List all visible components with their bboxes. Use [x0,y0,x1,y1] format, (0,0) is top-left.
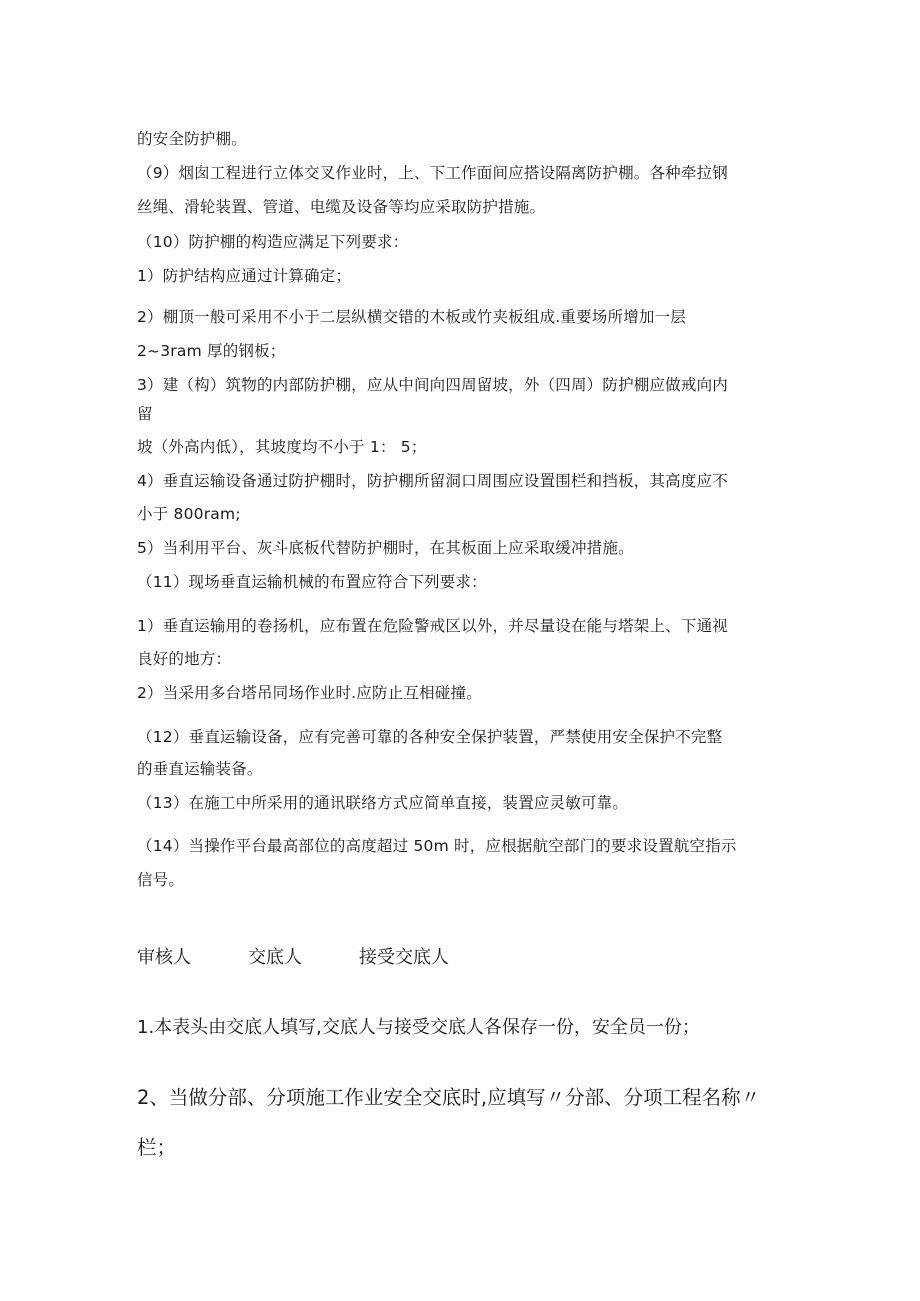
body-line: 良好的地方： [137,650,232,668]
body-line: （12）垂直运输设备，应有完善可靠的各种安全保护装置，严禁使用安全保护不完整 [137,728,723,746]
body-line: 信号。 [137,871,185,889]
body-line: 3）建（构）筑物的内部防护棚，应从中间向四周留坡，外（四周）防护棚应做戒向内 [137,376,728,394]
body-line: （14）当操作平台最高部位的高度超过 50m 时，应根据航空部门的要求设置航空指示 [137,837,737,855]
presenter-label: 交底人 [248,947,302,968]
body-line: 的安全防护棚。 [137,130,247,148]
body-line: 1）防护结构应通过计算确定； [137,267,352,285]
body-line: （13）在施工中所采用的通讯联络方式应简单直接，装置应灵敏可靠。 [137,794,629,812]
signature-row [137,945,449,971]
body-line: 的垂直运输装备。 [137,760,263,778]
note-2-continued: 栏； [137,1136,177,1159]
body-line: 5）当利用平台、灰斗底板代替防护棚时，在其板面上应采取缓冲措施。 [137,539,634,557]
reviewer-label: 审核人 [137,947,191,968]
body-line: （10）防护棚的构造应满足下列要求： [137,233,409,251]
body-line: 4）垂直运输设备通过防护棚时，防护棚所留洞口周围应设置围栏和挡板，其高度应不 [137,472,728,490]
note-2: 2、当做分部、分项施工作业安全交底时,应填写〃分部、分项工程名称〃 [137,1086,761,1109]
receiver-label: 接受交底人 [359,947,449,968]
body-line: 丝绳、滑轮装置、管道、电缆及设备等均应采取防护措施。 [137,198,546,216]
body-line: （9）烟囱工程进行立体交叉作业时，上、下工作面间应搭设隔离防护棚。各种牵拉钢 [137,164,728,182]
body-line: 坡（外高内低），其坡度均不小于 1： 5； [137,438,427,456]
body-line: 1）垂直运输用的卷扬机，应布置在危险警戒区以外，并尽量设在能与塔架上、下通视 [137,617,728,635]
body-line: 小于 800ram; [137,505,241,523]
body-line: 2）棚顶一般可采用不小于二层纵横交错的木板或竹夹板组成.重要场所增加一层 [137,308,686,326]
body-line: 2~3ram 厚的钢板； [137,342,286,360]
body-line: （11）现场垂直运输机械的布置应符合下列要求： [137,573,487,591]
note-1: 1.本表头由交底人填写,交底人与接受交底人各保存一份，安全员一份； [137,1017,700,1038]
body-line: 留 [137,405,153,423]
body-line: 2）当采用多台塔吊同场作业时.应防止互相碰撞。 [137,684,482,702]
